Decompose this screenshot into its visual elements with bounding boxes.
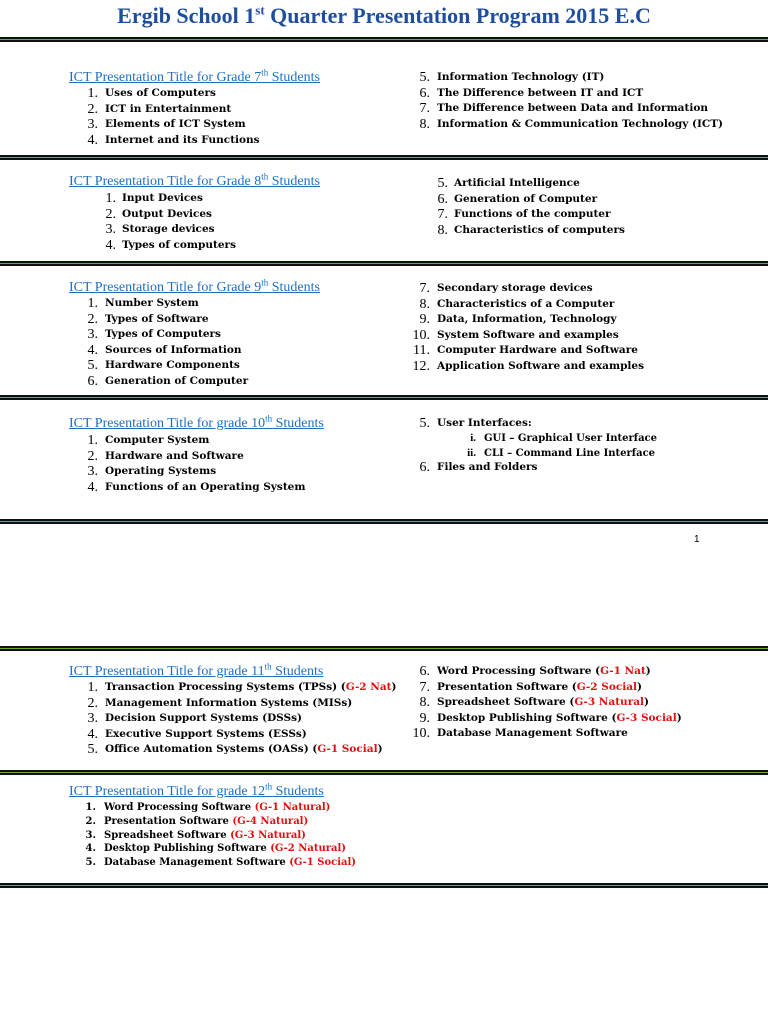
group-tag: G-1 Nat [600,665,646,677]
group-tag: (G-1 Social) [289,857,357,869]
section-divider [0,261,768,266]
group-tag: G-2 Social [576,680,638,693]
topic-list-grade-8-left [88,191,236,253]
list-item: 6. Word Processing Software (G-1 Nat) [419,664,651,679]
topic-list-grade-9-left [70,296,249,389]
section-divider [0,155,768,160]
section-divider [0,770,768,775]
list-item: 1. Computer System [87,433,210,448]
topic-list-grade-12 [70,801,356,870]
topic-list-grade-7-left [70,86,260,148]
section-divider [0,395,768,400]
topic-list-grade-8-right [420,176,625,238]
list-item: 3. Operating Systems [87,464,217,479]
list-item: 6. Files and Folders [419,460,538,475]
list-item: ii. CLI – Command Line Interface [467,447,656,459]
topic-list-grade-10-right-a [402,416,532,432]
group-tag: (G-2 Natural) [270,843,347,855]
list-item: 6. Generation of Computer [437,191,598,207]
section-heading-grade-9: ICT Presentation Title for Grade 9th Students [69,277,320,295]
list-item: 12. Application Software and examples [412,358,645,374]
section-heading-grade-11: ICT Presentation Title for grade 11th Students [69,661,324,679]
list-item: 5. User Interfaces: [419,416,532,431]
list-item: 3. Spreadsheet Software (G-3 Natural) [85,829,306,841]
topic-list-grade-9-right [402,281,645,374]
group-tag: (G-4 Natural) [232,815,309,827]
title-superscript: st [255,2,265,18]
topic-list-grade-7-right [402,70,724,132]
sublist-user-interfaces [450,431,657,461]
section-heading-grade-8: ICT Presentation Title for Grade 8th Students [69,171,320,189]
list-item: 8. Spreadsheet Software (G-3 Natural) [419,695,649,710]
list-item: 1. Input Devices [105,191,203,206]
section-divider [0,519,768,524]
section-heading-grade-10: ICT Presentation Title for grade 10th Students [69,413,324,431]
list-item: 2. Hardware and Software [87,448,244,464]
list-item: 10. System Software and examples [412,327,619,343]
list-item: 4. Types of computers [105,237,236,253]
list-item: 7. Secondary storage devices [419,281,593,296]
list-item: 7. The Difference between Data and Information [419,101,708,116]
page-number: 1 [694,534,700,545]
list-item: 4. Functions of an Operating System [87,479,306,495]
list-item: 10. Database Management Software [412,726,628,741]
list-item: 5. Hardware Components [87,358,240,373]
section-heading-grade-12: ICT Presentation Title for grade 12th Students [69,781,324,799]
list-item: 4. Sources of Information [87,342,242,358]
list-item: 1. Uses of Computers [87,86,216,101]
section-divider [0,883,768,888]
list-item: 1. Transaction Processing Systems (TPSs) (G-2 Nat) [87,680,397,695]
list-item: 5. Artificial Intelligence [437,176,580,191]
list-item: 4. Internet and its Functions [87,132,260,148]
list-item: 8. Characteristics of computers [437,222,625,238]
group-tag: (G-3 Natural) [230,829,306,841]
list-item: 3. Elements of ICT System [87,117,246,132]
list-item: 4. Desktop Publishing Software (G-2 Natural) [85,843,347,855]
list-item: 3. Decision Support Systems (DSSs) [87,711,302,726]
list-item: 7. Functions of the computer [437,207,611,222]
list-item: 6. Generation of Computer [87,373,249,389]
group-tag: G-1 Social [317,743,378,755]
list-item: 5. Information Technology (IT) [419,70,605,85]
group-tag: G-3 Natural [574,696,645,708]
list-item: 5. Office Automation Systems (OASs) (G-1 Social) [87,742,383,757]
topic-list-grade-10-left [70,433,306,495]
list-item: 5. Database Management Software (G-1 Social) [85,857,357,869]
list-item: 4. Executive Support Systems (ESSs) [87,726,307,742]
document-title [0,3,768,29]
list-item: 3. Types of Computers [87,327,221,342]
list-item: 3. Storage devices [105,222,215,237]
list-item: 2. Presentation Software (G-4 Natural) [85,815,309,827]
list-item: 9. Data, Information, Technology [419,312,617,327]
list-item: 8. Characteristics of a Computer [419,296,615,312]
list-item: 2. Management Information Systems (MISs) [87,695,353,711]
list-item: 6. The Difference between IT and ICT [419,85,644,101]
list-item: 2. ICT in Entertainment [87,101,232,117]
title-text-end: Quarter Presentation Program 2015 E.C [264,3,651,28]
topic-list-grade-11-left [70,680,397,758]
group-tag: G-2 Nat [345,681,392,693]
list-item: 1. Word Processing Software (G-1 Natural) [85,802,331,813]
list-item: 11. Computer Hardware and Software [413,343,638,358]
topic-list-grade-10-right-b [402,460,538,476]
list-item: 1. Number System [87,296,199,311]
list-item: 7. Presentation Software (G-2 Social) [419,679,642,695]
group-tag: (G-1 Natural) [254,802,331,813]
list-item: 2. Types of Software [87,311,209,327]
section-heading-grade-7: ICT Presentation Title for Grade 7th Students [69,67,320,85]
section-divider [0,37,768,42]
list-item: 8. Information & Communication Technology (ICT) [419,116,724,132]
list-item: 9. Desktop Publishing Software (G-3 Social) [419,710,682,726]
group-tag: G-3 Social [616,711,677,724]
title-text: Ergib School 1 [117,3,256,28]
topic-list-grade-11-right [402,664,682,742]
list-item: i. GUI – Graphical User Interface [470,432,657,444]
section-divider [0,646,768,651]
list-item: 2. Output Devices [105,206,212,222]
